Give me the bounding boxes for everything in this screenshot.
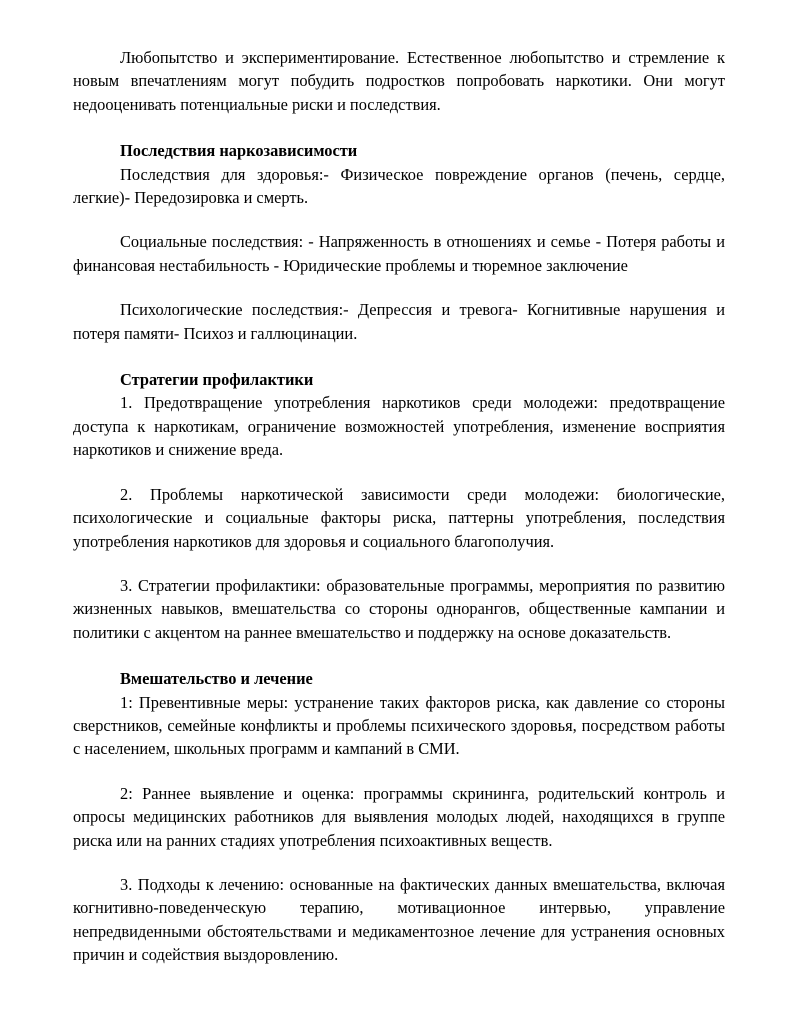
prevention-heading: Стратегии профилактики (120, 370, 314, 390)
curiosity-paragraph: Любопытство и экспериментирование. Естественное любопытство и стремление к новым впечатлениям могут побудить подростков попробовать наркотики. Они могут недооценивать потенциальные риски и последствия. (73, 48, 725, 114)
prevention-item-1: 1. Предотвращение употребления наркотиков среди молодежи: предотвращение доступа к наркотикам, ограничение возможностей употребления, изменение восприятия наркотиков и снижение вреда. (73, 393, 725, 460)
document-page (73, 46, 725, 967)
consequences-heading: Последствия наркозависимости (120, 141, 358, 161)
intervention-item-1: 1: Превентивные меры: устранение таких факторов риска, как давление со стороны сверстников, семейные конфликты и проблемы психического здоровья, посредством работы с населением, школьных программ и кампаний в СМИ. (73, 692, 725, 759)
intervention-heading: Вмешательство и лечение (120, 669, 313, 689)
intervention-item-2: 2: Раннее выявление и оценка: программы скрининга, родительский контроль и опросы медицинских работников для выявления молодых людей, находящихся в группе риска или на ранних стадиях употребления психоактивных веществ. (73, 783, 725, 850)
psychological-consequences-paragraph: Психологические последствия:- Депрессия и тревога- Когнитивные нарушения и потеря памяти- Психоз и галлюцинации. (73, 300, 725, 343)
health-consequences-paragraph: Последствия для здоровья:- Физическое повреждение органов (печень, сердце, легкие)- Передозировка и смерть. (73, 164, 725, 208)
social-consequences-paragraph: Социальные последствия: - Напряженность в отношениях и семье - Потеря работы и финансовая нестабильность - Юридические проблемы и тюремное заключение (73, 232, 725, 275)
intervention-item-3: 3. Подходы к лечению: основанные на фактических данных вмешательства, включая когнитивно-поведенческую терапию, мотивационное интервью, управление непредвиденными обстоятельствами и медикаментозное лечение для устранения основных причин и содействия выздоровлению. (73, 874, 725, 965)
prevention-item-3: 3. Стратегии профилактики: образовательные программы, мероприятия по развитию жизненных навыков, вмешательства со стороны однорангов, общественные кампании и политики с акцентом на раннее вмешательство и поддержку на основе доказательств. (73, 575, 725, 642)
prevention-item-2: 2. Проблемы наркотической зависимости среди молодежи: биологические, психологические и социальные факторы риска, паттерны употребления, последствия употребления наркотиков для здоровья и социального благополучия. (73, 484, 725, 551)
